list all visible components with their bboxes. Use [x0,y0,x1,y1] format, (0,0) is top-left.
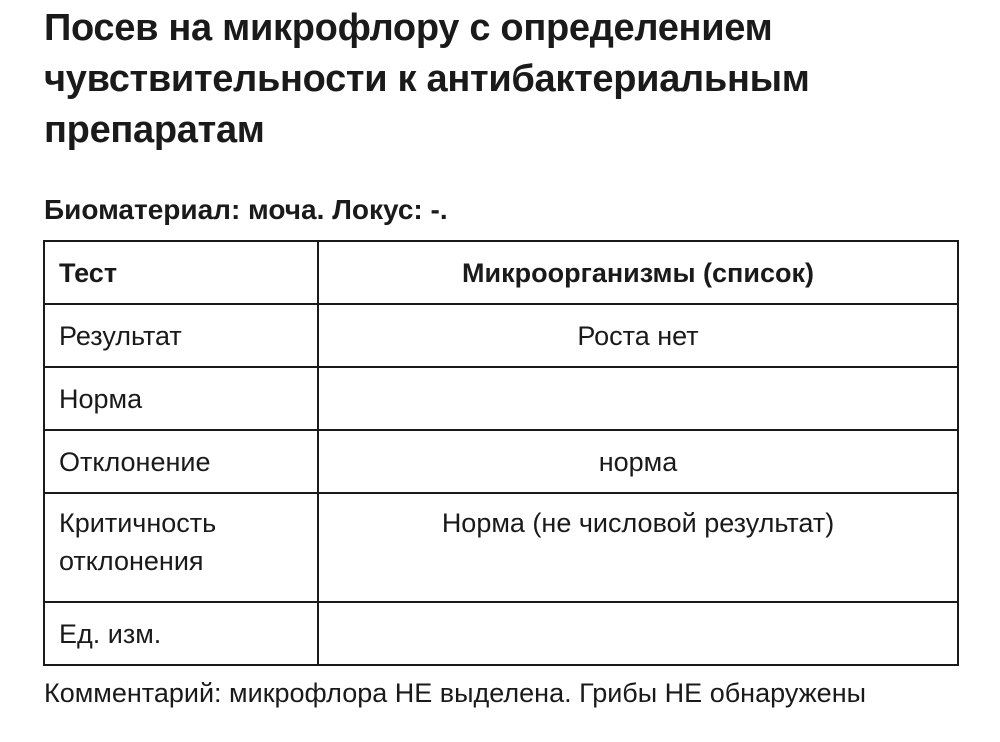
table-row-units [44,602,958,665]
table-header-row [44,241,958,304]
header-microorganisms: Микроорганизмы (список) [318,241,958,304]
table-row-norm [44,367,958,430]
table-row-criticality [44,493,958,602]
row-value-result: Роста нет [318,304,958,367]
row-value-units [318,602,958,665]
biomaterial-line: Биоматериал: моча. Локус: -. [44,194,448,225]
header-test: Тест [44,241,318,304]
comment-text: Комментарий: микрофлора НЕ выделена. Грибы НЕ обнаружены [44,678,867,708]
table-row-deviation [44,430,958,493]
row-label-norm: Норма [44,367,318,430]
report-title: Посев на микрофлору с определением чувствительности к антибактериальным препаратам [44,7,810,151]
row-label-units: Ед. изм. [44,602,318,665]
row-value-deviation: норма [318,430,958,493]
row-value-norm [318,367,958,430]
row-label-criticality: Критичность отклонения [44,493,318,602]
row-value-criticality: Норма (не числовой результат) [318,493,958,602]
row-label-deviation: Отклонение [44,430,318,493]
row-label-result: Результат [44,304,318,367]
results-table [43,240,959,666]
table-row-result [44,304,958,367]
